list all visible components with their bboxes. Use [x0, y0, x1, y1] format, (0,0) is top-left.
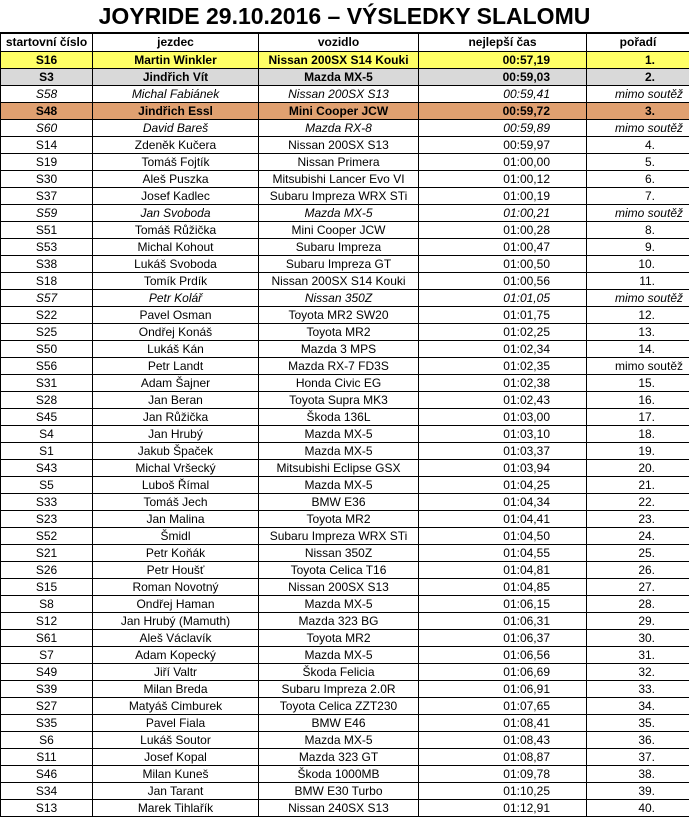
car-cell: BMW E36: [259, 494, 419, 511]
position-cell: 39.: [587, 783, 689, 800]
position-cell: 1.: [587, 52, 689, 69]
best-time-cell: 01:06,69: [419, 664, 587, 681]
best-time-cell: 01:00,56: [419, 273, 587, 290]
best-time-cell: 01:04,25: [419, 477, 587, 494]
position-cell: 20.: [587, 460, 689, 477]
car-cell: Mazda MX-5: [259, 205, 419, 222]
page-title: JOYRIDE 29.10.2016 – VÝSLEDKY SLALOMU: [0, 0, 689, 33]
best-time-cell: 01:06,37: [419, 630, 587, 647]
best-time-cell: 01:00,12: [419, 171, 587, 188]
position-cell: 10.: [587, 256, 689, 273]
start-number-cell: S33: [1, 494, 93, 511]
position-cell: 18.: [587, 426, 689, 443]
table-row: [1, 256, 689, 273]
table-row: [1, 732, 689, 749]
best-time-cell: 01:01,05: [419, 290, 587, 307]
position-cell: mimo soutěž: [587, 290, 689, 307]
position-cell: 5.: [587, 154, 689, 171]
car-cell: Mazda MX-5: [259, 732, 419, 749]
car-cell: Mazda MX-5: [259, 647, 419, 664]
start-number-cell: S34: [1, 783, 93, 800]
car-cell: Nissan 200SX S13: [259, 86, 419, 103]
position-cell: 28.: [587, 596, 689, 613]
best-time-cell: 00:59,72: [419, 103, 587, 120]
driver-cell: Matyáš Cimburek: [93, 698, 259, 715]
car-cell: Mazda 3 MPS: [259, 341, 419, 358]
table-row: [1, 341, 689, 358]
car-cell: Mazda 323 GT: [259, 749, 419, 766]
position-cell: 19.: [587, 443, 689, 460]
table-row: [1, 307, 689, 324]
best-time-cell: 00:59,97: [419, 137, 587, 154]
car-cell: Mazda MX-5: [259, 477, 419, 494]
table-row: [1, 154, 689, 171]
start-number-cell: S59: [1, 205, 93, 222]
driver-cell: Jan Hrubý: [93, 426, 259, 443]
best-time-cell: 01:00,19: [419, 188, 587, 205]
table-row: [1, 103, 689, 120]
driver-cell: Pavel Fiala: [93, 715, 259, 732]
driver-cell: Josef Kopal: [93, 749, 259, 766]
best-time-cell: 01:02,34: [419, 341, 587, 358]
table-row: [1, 426, 689, 443]
position-cell: 27.: [587, 579, 689, 596]
table-row: [1, 460, 689, 477]
driver-cell: Aleš Puszka: [93, 171, 259, 188]
header-car: vozidlo: [259, 34, 419, 52]
driver-cell: Jan Malina: [93, 511, 259, 528]
start-number-cell: S51: [1, 222, 93, 239]
best-time-cell: 01:06,56: [419, 647, 587, 664]
position-cell: mimo soutěž: [587, 358, 689, 375]
table-row: [1, 443, 689, 460]
position-cell: 38.: [587, 766, 689, 783]
driver-cell: Jindřich Essl: [93, 103, 259, 120]
car-cell: Mazda 323 BG: [259, 613, 419, 630]
start-number-cell: S13: [1, 800, 93, 817]
start-number-cell: S18: [1, 273, 93, 290]
start-number-cell: S58: [1, 86, 93, 103]
position-cell: 22.: [587, 494, 689, 511]
car-cell: Nissan 200SX S13: [259, 579, 419, 596]
driver-cell: Martin Winkler: [93, 52, 259, 69]
driver-cell: Lukáš Soutor: [93, 732, 259, 749]
start-number-cell: S16: [1, 52, 93, 69]
position-cell: mimo soutěž: [587, 86, 689, 103]
table-row: [1, 239, 689, 256]
position-cell: 16.: [587, 392, 689, 409]
start-number-cell: S21: [1, 545, 93, 562]
start-number-cell: S31: [1, 375, 93, 392]
position-cell: 25.: [587, 545, 689, 562]
car-cell: Mazda MX-5: [259, 596, 419, 613]
driver-cell: Jakub Špaček: [93, 443, 259, 460]
driver-cell: Adam Šajner: [93, 375, 259, 392]
best-time-cell: 01:09,78: [419, 766, 587, 783]
table-row: [1, 698, 689, 715]
table-row: [1, 290, 689, 307]
car-cell: Mazda RX-8: [259, 120, 419, 137]
car-cell: Nissan 350Z: [259, 545, 419, 562]
car-cell: Nissan Primera: [259, 154, 419, 171]
table-row: [1, 188, 689, 205]
best-time-cell: 01:08,87: [419, 749, 587, 766]
start-number-cell: S52: [1, 528, 93, 545]
start-number-cell: S19: [1, 154, 93, 171]
car-cell: Mitsubishi Eclipse GSX: [259, 460, 419, 477]
position-cell: 13.: [587, 324, 689, 341]
table-row: [1, 324, 689, 341]
best-time-cell: 01:00,50: [419, 256, 587, 273]
position-cell: 17.: [587, 409, 689, 426]
position-cell: 9.: [587, 239, 689, 256]
driver-cell: Ondřej Konáš: [93, 324, 259, 341]
table-row: [1, 52, 689, 69]
position-cell: mimo soutěž: [587, 120, 689, 137]
driver-cell: Šmidl: [93, 528, 259, 545]
table-row: [1, 222, 689, 239]
best-time-cell: 01:06,31: [419, 613, 587, 630]
table-row: [1, 392, 689, 409]
position-cell: 37.: [587, 749, 689, 766]
driver-cell: Tomáš Jech: [93, 494, 259, 511]
table-row: [1, 613, 689, 630]
best-time-cell: 01:03,00: [419, 409, 587, 426]
start-number-cell: S7: [1, 647, 93, 664]
car-cell: Mazda MX-5: [259, 426, 419, 443]
start-number-cell: S15: [1, 579, 93, 596]
best-time-cell: 01:04,50: [419, 528, 587, 545]
position-cell: 12.: [587, 307, 689, 324]
driver-cell: Aleš Václavík: [93, 630, 259, 647]
driver-cell: Josef Kadlec: [93, 188, 259, 205]
table-row: [1, 494, 689, 511]
table-row: [1, 630, 689, 647]
driver-cell: Jan Svoboda: [93, 205, 259, 222]
table-row: [1, 86, 689, 103]
position-cell: 34.: [587, 698, 689, 715]
driver-cell: Tomáš Fojtík: [93, 154, 259, 171]
car-cell: Mazda MX-5: [259, 69, 419, 86]
driver-cell: Jan Beran: [93, 392, 259, 409]
start-number-cell: S4: [1, 426, 93, 443]
best-time-cell: 01:04,41: [419, 511, 587, 528]
table-row: [1, 783, 689, 800]
position-cell: 23.: [587, 511, 689, 528]
best-time-cell: 01:04,55: [419, 545, 587, 562]
start-number-cell: S49: [1, 664, 93, 681]
start-number-cell: S8: [1, 596, 93, 613]
header-start-number: startovní číslo: [1, 34, 93, 52]
results-table: [0, 33, 689, 817]
car-cell: Toyota MR2 SW20: [259, 307, 419, 324]
best-time-cell: 01:06,15: [419, 596, 587, 613]
start-number-cell: S45: [1, 409, 93, 426]
driver-cell: Milan Breda: [93, 681, 259, 698]
car-cell: Mitsubishi Lancer Evo VI: [259, 171, 419, 188]
start-number-cell: S30: [1, 171, 93, 188]
driver-cell: Marek Tihlařík: [93, 800, 259, 817]
car-cell: Škoda Felicia: [259, 664, 419, 681]
table-row: [1, 273, 689, 290]
table-row: [1, 358, 689, 375]
best-time-cell: 01:07,65: [419, 698, 587, 715]
car-cell: BMW E30 Turbo: [259, 783, 419, 800]
driver-cell: Jindřich Vít: [93, 69, 259, 86]
start-number-cell: S53: [1, 239, 93, 256]
position-cell: 35.: [587, 715, 689, 732]
best-time-cell: 01:03,94: [419, 460, 587, 477]
start-number-cell: S39: [1, 681, 93, 698]
table-row: [1, 545, 689, 562]
driver-cell: Michal Vršecký: [93, 460, 259, 477]
driver-cell: Jiří Valtr: [93, 664, 259, 681]
position-cell: 33.: [587, 681, 689, 698]
driver-cell: David Bareš: [93, 120, 259, 137]
car-cell: Subaru Impreza GT: [259, 256, 419, 273]
position-cell: 21.: [587, 477, 689, 494]
car-cell: Toyota Celica ZZT230: [259, 698, 419, 715]
car-cell: Subaru Impreza WRX STi: [259, 188, 419, 205]
driver-cell: Petr Houšť: [93, 562, 259, 579]
best-time-cell: 01:00,21: [419, 205, 587, 222]
best-time-cell: 01:00,47: [419, 239, 587, 256]
start-number-cell: S57: [1, 290, 93, 307]
start-number-cell: S60: [1, 120, 93, 137]
table-row: [1, 528, 689, 545]
position-cell: 6.: [587, 171, 689, 188]
start-number-cell: S48: [1, 103, 93, 120]
start-number-cell: S5: [1, 477, 93, 494]
car-cell: Mini Cooper JCW: [259, 103, 419, 120]
header-best-time: nejlepší čas: [419, 34, 587, 52]
position-cell: 15.: [587, 375, 689, 392]
best-time-cell: 01:02,25: [419, 324, 587, 341]
driver-cell: Zdeněk Kučera: [93, 137, 259, 154]
best-time-cell: 01:10,25: [419, 783, 587, 800]
best-time-cell: 01:01,75: [419, 307, 587, 324]
driver-cell: Petr Kolář: [93, 290, 259, 307]
best-time-cell: 01:08,41: [419, 715, 587, 732]
car-cell: Mazda MX-5: [259, 443, 419, 460]
table-row: [1, 409, 689, 426]
start-number-cell: S50: [1, 341, 93, 358]
best-time-cell: 01:03,37: [419, 443, 587, 460]
driver-cell: Lukáš Kán: [93, 341, 259, 358]
start-number-cell: S12: [1, 613, 93, 630]
position-cell: 30.: [587, 630, 689, 647]
position-cell: mimo soutěž: [587, 205, 689, 222]
best-time-cell: 00:59,41: [419, 86, 587, 103]
driver-cell: Michal Kohout: [93, 239, 259, 256]
best-time-cell: 01:04,81: [419, 562, 587, 579]
best-time-cell: 01:03,10: [419, 426, 587, 443]
driver-cell: Michal Fabiánek: [93, 86, 259, 103]
driver-cell: Lukáš Svoboda: [93, 256, 259, 273]
start-number-cell: S61: [1, 630, 93, 647]
best-time-cell: 01:04,34: [419, 494, 587, 511]
car-cell: Nissan 200SX S14 Kouki: [259, 273, 419, 290]
position-cell: 32.: [587, 664, 689, 681]
car-cell: Mini Cooper JCW: [259, 222, 419, 239]
car-cell: BMW E46: [259, 715, 419, 732]
position-cell: 2.: [587, 69, 689, 86]
table-row: [1, 749, 689, 766]
driver-cell: Ondřej Haman: [93, 596, 259, 613]
driver-cell: Tomík Prdík: [93, 273, 259, 290]
table-row: [1, 171, 689, 188]
start-number-cell: S27: [1, 698, 93, 715]
best-time-cell: 01:12,91: [419, 800, 587, 817]
header-row: [1, 34, 689, 52]
position-cell: 29.: [587, 613, 689, 630]
position-cell: 14.: [587, 341, 689, 358]
car-cell: Škoda 136L: [259, 409, 419, 426]
table-row: [1, 477, 689, 494]
car-cell: Toyota MR2: [259, 630, 419, 647]
start-number-cell: S22: [1, 307, 93, 324]
table-row: [1, 375, 689, 392]
driver-cell: Luboš Římal: [93, 477, 259, 494]
table-row: [1, 562, 689, 579]
position-cell: 36.: [587, 732, 689, 749]
best-time-cell: 01:02,35: [419, 358, 587, 375]
table-row: [1, 511, 689, 528]
table-row: [1, 664, 689, 681]
header-driver: jezdec: [93, 34, 259, 52]
start-number-cell: S26: [1, 562, 93, 579]
driver-cell: Milan Kuneš: [93, 766, 259, 783]
best-time-cell: 01:00,00: [419, 154, 587, 171]
table-row: [1, 647, 689, 664]
car-cell: Subaru Impreza 2.0R: [259, 681, 419, 698]
start-number-cell: S11: [1, 749, 93, 766]
driver-cell: Roman Novotný: [93, 579, 259, 596]
start-number-cell: S6: [1, 732, 93, 749]
position-cell: 26.: [587, 562, 689, 579]
driver-cell: Petr Koňák: [93, 545, 259, 562]
car-cell: Nissan 200SX S14 Kouki: [259, 52, 419, 69]
driver-cell: Jan Růžička: [93, 409, 259, 426]
start-number-cell: S3: [1, 69, 93, 86]
best-time-cell: 01:04,85: [419, 579, 587, 596]
position-cell: 7.: [587, 188, 689, 205]
car-cell: Toyota MR2: [259, 324, 419, 341]
table-row: [1, 579, 689, 596]
start-number-cell: S14: [1, 137, 93, 154]
car-cell: Toyota MR2: [259, 511, 419, 528]
table-row: [1, 120, 689, 137]
start-number-cell: S1: [1, 443, 93, 460]
position-cell: 3.: [587, 103, 689, 120]
best-time-cell: 01:08,43: [419, 732, 587, 749]
start-number-cell: S43: [1, 460, 93, 477]
best-time-cell: 01:02,38: [419, 375, 587, 392]
start-number-cell: S28: [1, 392, 93, 409]
best-time-cell: 00:57,19: [419, 52, 587, 69]
start-number-cell: S56: [1, 358, 93, 375]
table-row: [1, 205, 689, 222]
position-cell: 24.: [587, 528, 689, 545]
car-cell: Nissan 200SX S13: [259, 137, 419, 154]
car-cell: Honda Civic EG: [259, 375, 419, 392]
driver-cell: Petr Landt: [93, 358, 259, 375]
table-row: [1, 137, 689, 154]
results-body: [1, 52, 689, 817]
car-cell: Toyota Supra MK3: [259, 392, 419, 409]
start-number-cell: S23: [1, 511, 93, 528]
car-cell: Toyota Celica T16: [259, 562, 419, 579]
table-row: [1, 69, 689, 86]
car-cell: Škoda 1000MB: [259, 766, 419, 783]
car-cell: Subaru Impreza: [259, 239, 419, 256]
position-cell: 4.: [587, 137, 689, 154]
driver-cell: Adam Kopecký: [93, 647, 259, 664]
start-number-cell: S37: [1, 188, 93, 205]
table-row: [1, 596, 689, 613]
table-row: [1, 681, 689, 698]
car-cell: Nissan 350Z: [259, 290, 419, 307]
start-number-cell: S25: [1, 324, 93, 341]
start-number-cell: S38: [1, 256, 93, 273]
table-row: [1, 715, 689, 732]
car-cell: Subaru Impreza WRX STi: [259, 528, 419, 545]
driver-cell: Jan Hrubý (Mamuth): [93, 613, 259, 630]
best-time-cell: 00:59,89: [419, 120, 587, 137]
driver-cell: Pavel Osman: [93, 307, 259, 324]
start-number-cell: S46: [1, 766, 93, 783]
best-time-cell: 01:02,43: [419, 392, 587, 409]
header-position: pořadí: [587, 34, 689, 52]
table-row: [1, 766, 689, 783]
position-cell: 11.: [587, 273, 689, 290]
best-time-cell: 01:06,91: [419, 681, 587, 698]
position-cell: 8.: [587, 222, 689, 239]
best-time-cell: 00:59,03: [419, 69, 587, 86]
driver-cell: Jan Tarant: [93, 783, 259, 800]
car-cell: Mazda RX-7 FD3S: [259, 358, 419, 375]
position-cell: 40.: [587, 800, 689, 817]
position-cell: 31.: [587, 647, 689, 664]
start-number-cell: S35: [1, 715, 93, 732]
car-cell: Nissan 240SX S13: [259, 800, 419, 817]
best-time-cell: 01:00,28: [419, 222, 587, 239]
driver-cell: Tomáš Růžička: [93, 222, 259, 239]
